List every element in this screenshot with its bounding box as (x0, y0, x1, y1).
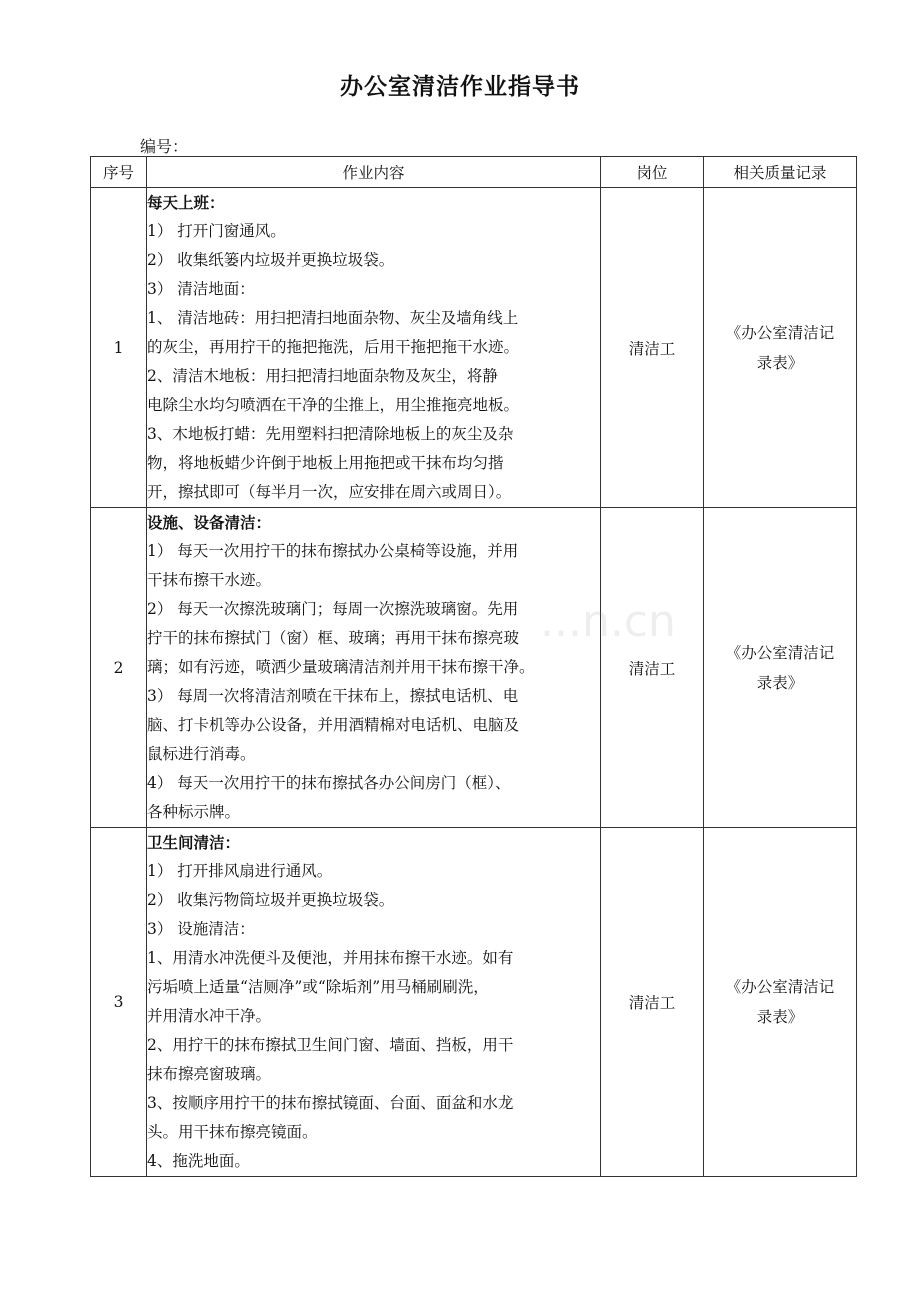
content-line: 开，擦拭即可（每半月一次，应安排在周六或周日）。 (147, 483, 512, 501)
work-instruction-table (90, 156, 857, 1177)
content-line: 1） 每天一次用拧干的抹布擦拭办公桌椅等设施，并用 (147, 542, 519, 560)
header-record: 相关质量记录 (704, 157, 857, 188)
row-content (147, 508, 601, 828)
record-line: 录表》 (756, 673, 804, 692)
content-line: 拧干的抹布擦拭门（窗）框、玻璃；再用干抹布擦亮玻 (147, 629, 520, 647)
section-heading: 设施、设备清洁： (147, 513, 272, 532)
record-line: 录表》 (756, 1008, 804, 1026)
watermark-text: ...n.cn (540, 596, 676, 647)
section-heading: 卫生间清洁： (147, 833, 241, 852)
content-line: 抹布擦亮窗玻璃。 (147, 1065, 272, 1083)
content-line: 1、 清洁地砖：用扫把清扫地面杂物、灰尘及墙角线上 (147, 309, 519, 327)
content-line: 3） 设施清洁： (147, 920, 255, 938)
table-row (91, 508, 857, 828)
content-line: 物，将地板蜡少许倒于地板上用拖把或干抹布均匀揩 (147, 454, 504, 472)
row-content (147, 828, 601, 1177)
content-line: 2、用拧干的抹布擦拭卫生间门窗、墙面、挡板，用干 (147, 1036, 514, 1054)
content-line: 3、木地板打蜡：先用塑料扫把清除地板上的灰尘及杂 (147, 425, 514, 443)
content-line: 鼠标进行消毒。 (147, 745, 256, 763)
table-row (91, 188, 857, 508)
document-number-label: 编号： (140, 137, 189, 156)
table-header-row (91, 157, 857, 188)
record-line: 《办公室清洁记 (725, 978, 835, 996)
content-line: 干抹布擦干水迹。 (147, 571, 272, 589)
header-content: 作业内容 (147, 157, 601, 188)
table-row (91, 828, 857, 1177)
header-seq: 序号 (91, 157, 147, 188)
row-number: 1 (91, 188, 147, 508)
content-line: 1、用清水冲洗便斗及便池，并用抹布擦干水迹。如有 (147, 949, 514, 967)
content-line: 的灰尘，再用拧干的拖把拖洗，后用干拖把拖干水迹。 (147, 338, 520, 356)
record-line: 《办公室清洁记 (725, 323, 835, 342)
content-line: 3、按顺序用拧干的抹布擦拭镜面、台面、面盆和水龙 (147, 1094, 514, 1112)
content-line: 璃；如有污迹，喷洒少量玻璃清洁剂并用干抹布擦干净。 (147, 658, 535, 676)
content-line: 4、拖洗地面。 (147, 1152, 250, 1170)
row-record (704, 188, 857, 508)
content-line: 2） 收集纸篓内垃圾并更换垃圾袋。 (147, 251, 395, 269)
content-line: 2） 收集污物筒垃圾并更换垃圾袋。 (147, 891, 395, 909)
document-title: 办公室清洁作业指导书 (340, 73, 580, 100)
content-line: 头。用干抹布擦亮镜面。 (147, 1123, 318, 1141)
content-line: 污垢喷上适量“洁厕净”或“除垢剂”用马桶刷刷洗， (147, 978, 489, 996)
record-line: 《办公室清洁记 (725, 643, 835, 662)
content-line: 各种标示牌。 (147, 803, 241, 821)
row-record (704, 828, 857, 1177)
row-number: 2 (91, 508, 147, 828)
header-post: 岗位 (601, 157, 704, 188)
content-line: 脑、打卡机等办公设备，并用酒精棉对电话机、电脑及 (147, 716, 520, 734)
row-post: 清洁工 (601, 508, 704, 828)
row-record (704, 508, 857, 828)
content-line: 2、清洁木地板：用扫把清扫地面杂物及灰尘，将静 (147, 367, 498, 385)
row-post: 清洁工 (601, 828, 704, 1177)
content-line: 并用清水冲干净。 (147, 1007, 272, 1025)
row-post: 清洁工 (601, 188, 704, 508)
content-line: 1） 打开门窗通风。 (147, 222, 286, 240)
content-line: 3） 每周一次将清洁剂喷在干抹布上，擦拭电话机、电 (147, 687, 519, 705)
content-line: 2） 每天一次擦洗玻璃门；每周一次擦洗玻璃窗。先用 (147, 600, 519, 618)
content-line: 4） 每天一次用拧干的抹布擦拭各办公间房门（框）、 (147, 774, 511, 792)
row-number: 3 (91, 828, 147, 1177)
content-line: 1） 打开排风扇进行通风。 (147, 862, 333, 880)
content-line: 电除尘水均匀喷洒在干净的尘推上，用尘推拖亮地板。 (147, 396, 520, 414)
section-heading: 每天上班： (147, 193, 225, 212)
content-line: 3） 清洁地面： (147, 280, 255, 298)
record-line: 录表》 (756, 353, 804, 372)
row-content (147, 188, 601, 508)
